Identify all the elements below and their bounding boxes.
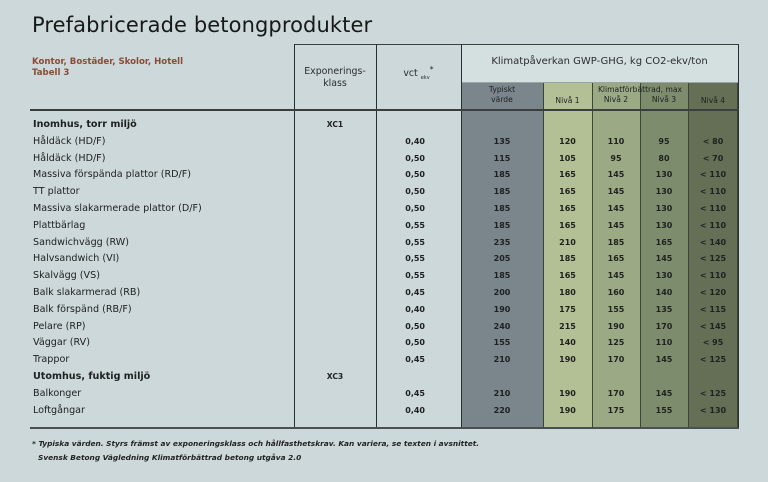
n2-value: 175: [607, 405, 625, 415]
vct-value: 0,50: [405, 204, 425, 213]
n1-value: 190: [559, 388, 576, 398]
header-level2: Nivå 2: [603, 95, 629, 104]
n1-value: 140: [559, 338, 576, 348]
subtitle-table-number: Tabell 3: [32, 68, 70, 78]
header-improved-group: Klimatförbättrad, max: [597, 85, 683, 94]
n1-value: 210: [559, 237, 576, 247]
n1-value: 165: [559, 187, 576, 197]
n2-value: 185: [607, 237, 625, 247]
section-row: [0, 369, 768, 386]
exposure-class: XC1: [326, 120, 344, 129]
vct-value: 0,50: [405, 153, 425, 163]
subtitle-building-types: Kontor, Bostäder, Skolor, Hotell: [32, 57, 184, 67]
typical-value: 210: [493, 388, 511, 398]
typical-value: 200: [493, 288, 511, 297]
table-row: [0, 403, 768, 420]
typical-value: 185: [493, 271, 511, 281]
n3-value: 145: [655, 388, 673, 398]
table-top-border: [294, 44, 739, 45]
section-row: [0, 117, 768, 134]
table-row: [0, 151, 768, 168]
typical-value: 185: [493, 220, 511, 230]
n2-value: 165: [607, 254, 625, 264]
table-row: [0, 251, 768, 268]
vct-value: 0,55: [405, 254, 425, 264]
n2-value: 95: [610, 153, 622, 163]
header-level3: Nivå 3: [651, 95, 677, 104]
typical-value: 190: [493, 304, 511, 314]
product-name: Skalvägg (VS): [33, 270, 100, 282]
n4-value: < 70: [702, 153, 724, 163]
table-bottom-rule: [30, 427, 739, 429]
table-row: [0, 218, 768, 235]
n1-value: 165: [559, 271, 576, 281]
n4-value: < 125: [699, 254, 727, 264]
typical-value: 220: [493, 405, 511, 415]
header-bottom-rule: [30, 109, 739, 111]
n1-value: 120: [559, 136, 576, 146]
n4-value: < 95: [702, 338, 724, 348]
n4-value: < 110: [699, 220, 727, 230]
product-name: Balk förspänd (RB/F): [33, 303, 132, 315]
vct-value: 0,40: [405, 136, 425, 146]
n2-value: 145: [607, 204, 625, 213]
product-name: Trappor: [33, 354, 70, 366]
n2-value: 125: [607, 338, 625, 348]
table-row: [0, 352, 768, 369]
n2-value: 145: [607, 220, 625, 230]
table-row: [0, 235, 768, 252]
product-name: Balk slakarmerad (RB): [33, 287, 141, 298]
n3-value: 80: [658, 153, 670, 163]
n4-value: < 115: [699, 304, 727, 314]
header-typical-value: Typiskt värde: [488, 85, 516, 104]
n2-value: 190: [607, 321, 625, 331]
typical-value: 115: [493, 153, 511, 163]
n4-value: < 145: [699, 321, 727, 331]
n4-value: < 110: [699, 187, 727, 197]
n1-value: 175: [559, 304, 576, 314]
typical-value: 185: [493, 170, 511, 180]
n2-value: 145: [607, 170, 625, 180]
product-name: Loftgångar: [33, 404, 85, 416]
vct-value: 0,50: [405, 338, 425, 348]
product-name: Utomhus, fuktig miljö: [33, 371, 151, 382]
product-name: Balkonger: [33, 387, 82, 399]
n4-value: < 125: [699, 388, 727, 398]
header-gwp: Klimatpåverkan GWP-GHG, kg CO2-ekv/ton: [491, 56, 708, 67]
table-subtitle: [32, 57, 183, 79]
n4-value: < 110: [699, 170, 727, 180]
n2-value: 170: [607, 355, 625, 365]
vct-value: 0,40: [405, 304, 425, 314]
n2-value: 155: [607, 304, 625, 314]
typical-value: 155: [493, 338, 511, 348]
vct-value: 0,50: [405, 170, 425, 180]
table-row: [0, 285, 768, 302]
table-row: [0, 134, 768, 151]
n3-value: 135: [655, 304, 673, 314]
table-row: [0, 201, 768, 218]
product-name: Håldäck (HD/F): [33, 135, 106, 147]
n3-value: 130: [655, 187, 673, 197]
n1-value: 165: [559, 220, 576, 230]
n1-value: 165: [559, 170, 576, 180]
vct-value: 0,55: [405, 237, 425, 247]
n3-value: 145: [655, 254, 673, 264]
typical-value: 240: [493, 321, 511, 331]
table-row: [0, 268, 768, 285]
n2-value: 170: [607, 388, 625, 398]
n2-value: 145: [607, 271, 625, 281]
vct-value: 0,55: [405, 220, 425, 230]
n1-value: 190: [559, 355, 576, 365]
n3-value: 155: [655, 405, 673, 415]
n1-value: 215: [559, 321, 576, 331]
n3-value: 130: [655, 170, 673, 180]
n2-value: 160: [607, 288, 625, 297]
n3-value: 145: [655, 355, 673, 365]
table-row: [0, 302, 768, 319]
n3-value: 110: [655, 338, 673, 348]
n1-value: 105: [559, 153, 576, 163]
exposure-class: XC3: [326, 372, 344, 381]
n4-value: < 110: [699, 204, 727, 213]
product-name: TT plattor: [33, 186, 80, 198]
table-row: [0, 335, 768, 352]
n3-value: 130: [655, 204, 673, 213]
n4-value: < 110: [699, 271, 727, 281]
typical-value: 205: [493, 254, 511, 264]
vct-value: 0,40: [405, 405, 425, 415]
table-row: [0, 167, 768, 184]
n4-value: < 140: [699, 237, 727, 247]
vct-value: 0,45: [405, 288, 425, 297]
n3-value: 130: [655, 220, 673, 230]
vct-value: 0,55: [405, 271, 425, 281]
footnote: * Typiska värden. Styrs främst av exponeringsklass och hållfasthetskrav. Kan variera, se texten i avsnittet.: [32, 439, 480, 448]
table-row: [0, 184, 768, 201]
product-name: Sandwichvägg (RW): [33, 236, 130, 248]
n4-value: < 120: [699, 288, 727, 297]
n3-value: 95: [658, 136, 670, 146]
n2-value: 110: [607, 136, 625, 146]
typical-value: 185: [493, 187, 511, 197]
page-title: Prefabricerade betongprodukter: [32, 13, 373, 37]
product-name: Väggar (RV): [33, 337, 90, 349]
typical-value: 235: [493, 237, 511, 247]
n3-value: 130: [655, 271, 673, 281]
vct-value: 0,45: [405, 388, 425, 398]
product-name: Halvsandwich (VI): [33, 253, 120, 265]
n3-value: 165: [655, 237, 673, 247]
n4-value: < 80: [702, 136, 724, 146]
n4-value: < 125: [699, 355, 727, 365]
n2-value: 145: [607, 187, 625, 197]
n1-value: 180: [559, 288, 576, 297]
header-exposure-class: Exponerings- klass: [304, 66, 366, 89]
product-name: Massiva slakarmerade plattor (D/F): [33, 203, 202, 214]
header-vct: vct $_{ekv}$*: [403, 65, 434, 81]
n1-value: 185: [559, 254, 576, 264]
product-name: Inomhus, torr miljö: [33, 119, 137, 130]
vct-value: 0,45: [405, 355, 425, 365]
vct-value: 0,50: [405, 321, 425, 331]
table-row: [0, 386, 768, 403]
typical-value: 135: [493, 136, 511, 146]
product-name: Plattbärlag: [33, 219, 86, 231]
n3-value: 170: [655, 321, 673, 331]
source-note: Svensk Betong Vägledning Klimatförbättrad betong utgåva 2.0: [38, 453, 302, 462]
product-name: Pelare (RP): [33, 320, 86, 332]
table-row: [0, 319, 768, 336]
vct-value: 0,50: [405, 187, 425, 197]
gwp-header-bottom: [461, 82, 738, 83]
typical-value: 185: [493, 204, 511, 213]
n1-value: 190: [559, 405, 576, 415]
n3-value: 140: [655, 288, 673, 297]
product-name: Massiva förspända plattor (RD/F): [33, 169, 191, 181]
n1-value: 165: [559, 204, 576, 213]
header-level4: Nivå 4: [700, 96, 726, 105]
typical-value: 210: [493, 355, 511, 365]
product-name: Håldäck (HD/F): [33, 152, 106, 164]
n4-value: < 130: [699, 405, 727, 415]
header-level1: Nivå 1: [555, 96, 580, 105]
